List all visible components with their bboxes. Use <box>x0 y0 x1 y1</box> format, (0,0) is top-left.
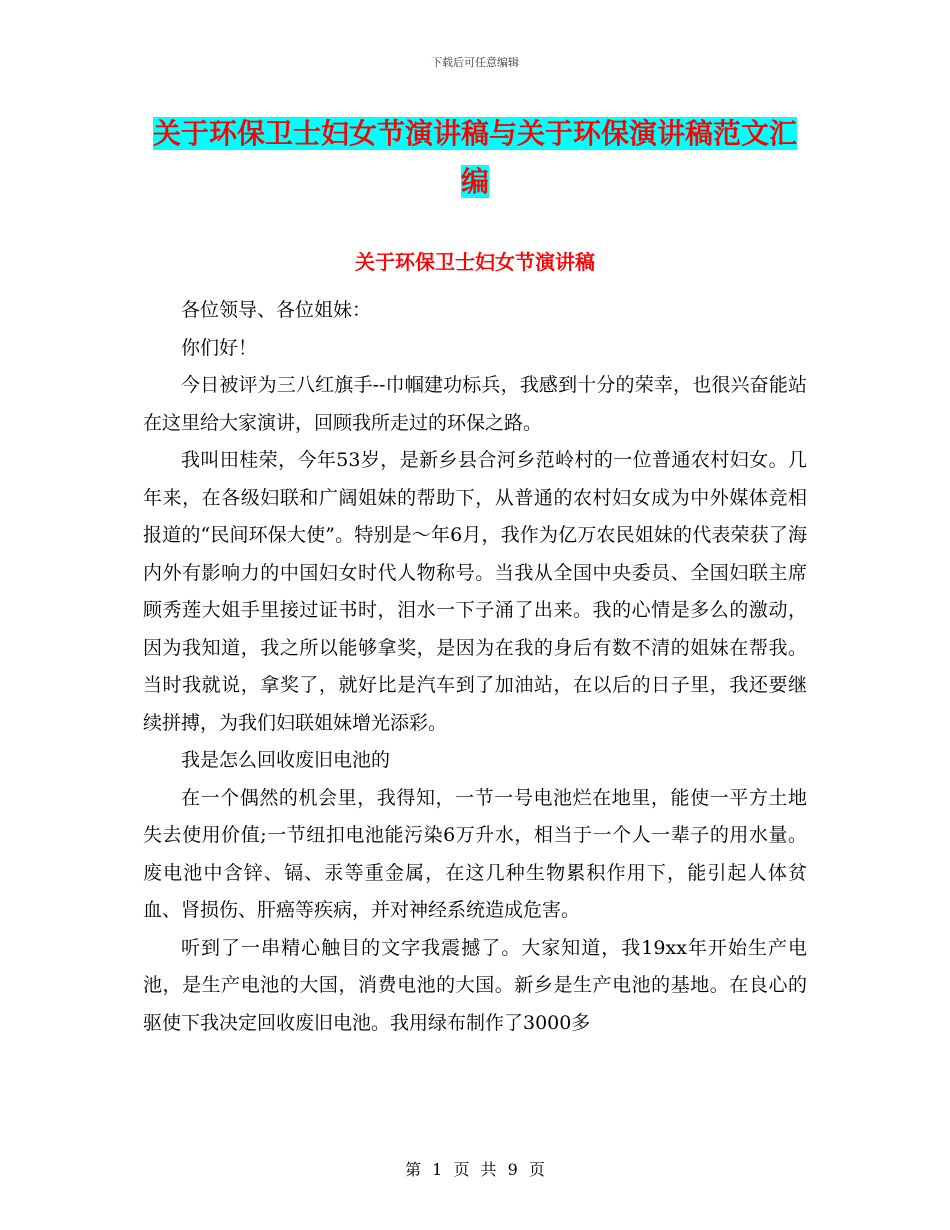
paragraph-hello: 你们好！ <box>181 336 258 359</box>
main-title-text: 关于环保卫士妇女节演讲稿与关于环保演讲稿范文汇编 <box>152 117 797 198</box>
document-main-title <box>145 110 805 206</box>
document-body <box>143 292 807 1042</box>
paragraph: 今日被评为三八红旗手--巾帼建功标兵，我感到十分的荣幸，也很兴奋能站在这里给大家演讲，回顾我所走过的环保之路。 <box>143 374 807 434</box>
paragraph: 在一个偶然的机会里，我得知，一节一号电池烂在地里，能使一平方土地失去使用价值;一节纽扣电池能污染6万升水，相当于一个人一辈子的用水量。废电池中含锌、镉、汞等重金属，在这几种生物累积作用下，能引起人体贫血、肾损伤、肝癌等疾病，并对神经系统造成危害。 <box>143 786 807 921</box>
paragraph: 听到了一串精心触目的文字我震撼了。大家知道，我19xx年开始生产电池，是生产电池的大国，消费电池的大国。新乡是生产电池的基地。在良心的驱使下我决定回收废旧电池。我用绿布制作了3000多 <box>143 936 807 1034</box>
document-sub-title: 关于环保卫士妇女节演讲稿 <box>355 250 595 274</box>
header-note: 下载后可任意编辑 <box>431 56 519 69</box>
paragraph: 我叫田桂荣，今年53岁，是新乡县合河乡范岭村的一位普通农村妇女。几年来，在各级妇联和广阔姐妹的帮助下，从普通的农村妇女成为中外媒体竞相报道的“民间环保大使”。特别是～年6月，我作为亿万农民姐妹的代表荣获了海内外有影响力的中国妇女时代人物称号。当我从全国中央委员、全国妇联主席顾秀莲大姐手里接过证书时，泪水一下子涌了出来。我的心情是多么的激动，因为我知道，我之所以能够拿奖，是因为在我的身后有数不清的姐妹在帮我。当时我就说，拿奖了，就好比是汽车到了加油站，在以后的日子里，我还要继续拼搏，为我们妇联姐妹增光添彩。 <box>143 449 807 734</box>
paragraph-greeting: 各位领导、各位姐妹： <box>181 299 372 321</box>
section-heading: 我是怎么回收废旧电池的 <box>181 749 391 771</box>
page-number-footer: 第 1 页 共 9 页 <box>405 1160 545 1179</box>
